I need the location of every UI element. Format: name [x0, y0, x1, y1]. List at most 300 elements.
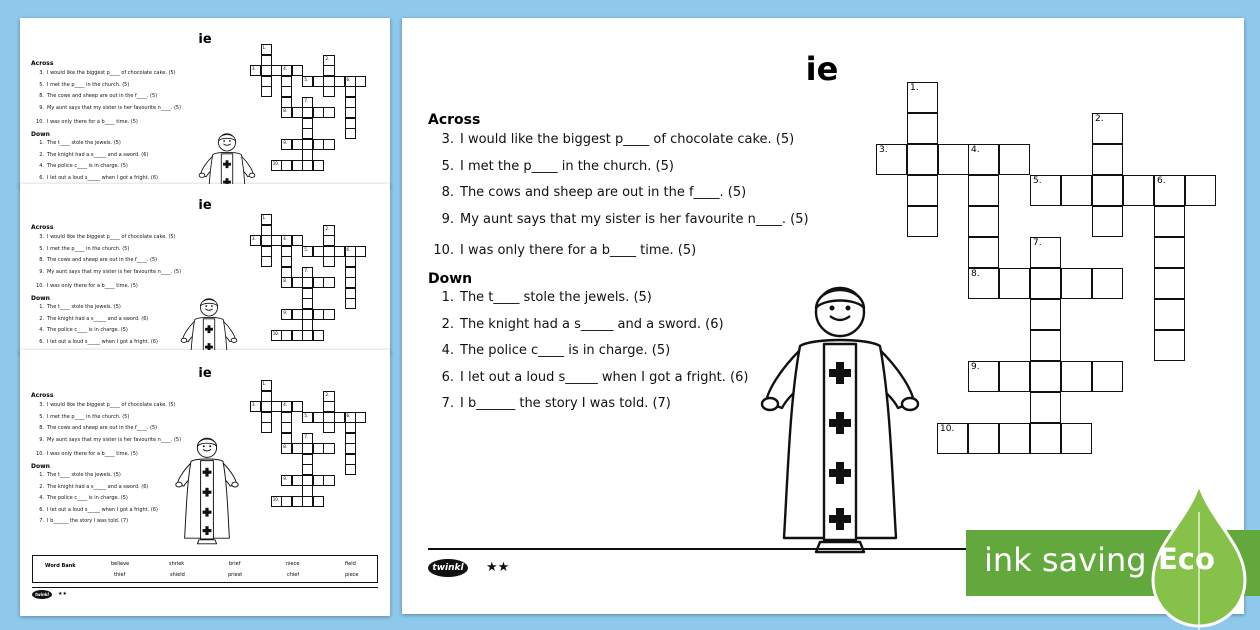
crossword-cell[interactable]: [345, 267, 356, 278]
crossword-cell[interactable]: [281, 160, 292, 171]
cell-number: 4.: [283, 402, 288, 408]
crossword-cell[interactable]: [323, 55, 334, 66]
crossword-cell[interactable]: [907, 113, 938, 144]
across-clue: [33, 402, 176, 408]
crossword-cell[interactable]: [345, 128, 356, 139]
crossword-cell[interactable]: [968, 268, 999, 299]
clue-number: 5.: [441, 158, 454, 174]
crossword-cell[interactable]: [281, 246, 292, 257]
crossword-cell[interactable]: [281, 97, 292, 108]
across-clue: [33, 105, 181, 111]
crossword-cell[interactable]: [302, 149, 313, 160]
crossword-cell[interactable]: [1030, 392, 1061, 423]
clue-number: 5.: [39, 245, 44, 252]
crossword-cell[interactable]: [968, 144, 999, 175]
crossword-cell[interactable]: [250, 401, 261, 412]
clue-text: The t____ stole the jewels. (5): [47, 304, 121, 310]
clue-text: I let out a loud s_____ when I got a fright. (6): [47, 174, 158, 181]
crossword-cell[interactable]: [271, 496, 282, 507]
crossword-cell[interactable]: [281, 309, 292, 320]
across-clue: [424, 243, 696, 258]
crossword-cell[interactable]: [1092, 113, 1123, 144]
crossword-cell[interactable]: [1154, 206, 1185, 237]
across-clue: [33, 425, 157, 431]
crossword-cell[interactable]: [302, 319, 313, 330]
twinkl-logo-icon: twinkl: [428, 559, 468, 577]
crossword-cell[interactable]: [302, 107, 313, 118]
crossword-cell[interactable]: [281, 139, 292, 150]
crossword-cell[interactable]: [1154, 268, 1185, 299]
crossword-cell[interactable]: [345, 246, 356, 257]
crossword-cell[interactable]: [345, 277, 356, 288]
across-heading: Across: [428, 112, 481, 128]
crossword-cell[interactable]: [261, 65, 272, 76]
crossword-cell[interactable]: [334, 76, 345, 87]
crossword-cell[interactable]: [302, 118, 313, 129]
crossword-cell[interactable]: [292, 139, 303, 150]
crossword-cell[interactable]: [292, 475, 303, 486]
crossword-cell[interactable]: [968, 361, 999, 392]
clue-text: The t____ stole the jewels. (5): [460, 290, 652, 305]
down-clue: [424, 290, 652, 305]
clue-number: 8.: [39, 425, 44, 432]
crossword-cell[interactable]: [323, 391, 334, 402]
crossword-cell[interactable]: [302, 433, 313, 444]
down-heading: Down: [31, 131, 50, 138]
clue-number: 6.: [39, 506, 44, 513]
crossword-cell[interactable]: [261, 225, 272, 236]
crossword-cell[interactable]: [281, 475, 292, 486]
crossword-cell[interactable]: [313, 309, 324, 320]
cell-number: 2.: [325, 391, 330, 397]
across-clue: [424, 159, 674, 174]
crossword-cell[interactable]: [323, 412, 334, 423]
crossword-cell[interactable]: [281, 256, 292, 267]
cell-number: 5.: [1033, 176, 1042, 186]
crossword-cell[interactable]: [302, 330, 313, 341]
crossword-cell[interactable]: [302, 485, 313, 496]
clue-text: I let out a loud s_____ when I got a fright. (6): [460, 369, 749, 385]
cell-number: 2.: [325, 225, 330, 231]
crossword-cell[interactable]: [1092, 268, 1123, 299]
crossword-cell[interactable]: [323, 401, 334, 412]
crossword-cell[interactable]: [302, 475, 313, 486]
cell-number: 6.: [346, 412, 351, 418]
crossword-cell[interactable]: [281, 76, 292, 87]
clue-number: 6.: [441, 369, 454, 385]
down-heading: Down: [31, 295, 50, 302]
clue-number: 3.: [39, 70, 44, 76]
crossword-cell[interactable]: [313, 246, 324, 257]
crossword-cell[interactable]: [261, 401, 272, 412]
down-clue: [33, 140, 121, 146]
crossword-cell[interactable]: [345, 97, 356, 108]
across-heading: Across: [31, 224, 54, 231]
crossword-cell[interactable]: [907, 175, 938, 206]
crossword-cell[interactable]: [292, 107, 303, 118]
across-clue: [33, 93, 157, 99]
crossword-cell[interactable]: [302, 443, 313, 454]
crossword-cell[interactable]: [334, 246, 345, 257]
crossword-cell[interactable]: [271, 160, 282, 171]
worksheet-main: [402, 18, 1244, 614]
crossword-cell[interactable]: [323, 277, 334, 288]
cell-number: 3.: [252, 402, 256, 408]
crossword-cell[interactable]: [323, 309, 334, 320]
down-clue: [33, 484, 148, 490]
cell-number: 10.: [272, 330, 280, 336]
crossword-cell[interactable]: [281, 267, 292, 278]
word-bank-label: Word Bank: [45, 563, 76, 569]
clue-text: I met the p____ in the church. (5): [47, 81, 130, 88]
clue-text: I was only there for a b____ time. (5): [47, 282, 138, 289]
clue-number: 10.: [36, 450, 44, 457]
crossword-cell[interactable]: [313, 443, 324, 454]
clue-text: The knight had a s_____ and a sword. (6): [47, 151, 149, 158]
crossword-cell[interactable]: [355, 76, 366, 87]
crossword-cell[interactable]: [302, 412, 313, 423]
crossword-cell[interactable]: [1061, 268, 1092, 299]
crossword-cell[interactable]: [281, 330, 292, 341]
crossword-cell[interactable]: [250, 235, 261, 246]
ink-saving-label: ink saving: [984, 541, 1147, 579]
crossword-cell[interactable]: [999, 361, 1030, 392]
clue-number: 10.: [36, 118, 44, 125]
crossword-cell[interactable]: [313, 330, 324, 341]
down-clue: [424, 370, 748, 385]
crossword-cell[interactable]: [302, 309, 313, 320]
clue-number: 3.: [39, 402, 44, 408]
crossword-cell[interactable]: [345, 107, 356, 118]
cell-number: 6.: [346, 246, 351, 252]
crossword-cell[interactable]: [292, 330, 303, 341]
crossword-cell[interactable]: [261, 380, 272, 391]
crossword-cell[interactable]: [281, 277, 292, 288]
word-bank-word: shriek: [169, 561, 185, 567]
crossword-cell[interactable]: [302, 298, 313, 309]
cell-number: 3.: [252, 236, 256, 242]
crossword-cell[interactable]: [345, 118, 356, 129]
crossword-cell[interactable]: [302, 464, 313, 475]
crossword-cell[interactable]: [355, 412, 366, 423]
crossword-cell[interactable]: [1154, 330, 1185, 361]
across-clue: [33, 246, 129, 252]
crossword-cell[interactable]: [345, 422, 356, 433]
clue-text: I met the p____ in the church. (5): [47, 413, 130, 420]
crossword-cell[interactable]: [313, 139, 324, 150]
across-clue: [424, 132, 794, 147]
crossword-cell[interactable]: [302, 139, 313, 150]
crossword-cell[interactable]: [907, 82, 938, 113]
crossword-cell[interactable]: [281, 422, 292, 433]
cell-number: 1.: [262, 381, 267, 386]
crossword-cell[interactable]: [281, 412, 292, 423]
crossword-cell[interactable]: [261, 44, 272, 55]
crossword-cell[interactable]: [302, 97, 313, 108]
crossword-cell[interactable]: [345, 464, 356, 475]
crossword-cell[interactable]: [302, 454, 313, 465]
crossword-cell[interactable]: [323, 443, 334, 454]
cell-number: 1.: [262, 215, 267, 220]
crossword-cell[interactable]: [876, 144, 907, 175]
down-clue: [33, 316, 148, 322]
word-bank-word: brief: [229, 561, 241, 567]
crossword-cell[interactable]: [281, 107, 292, 118]
down-clue: [424, 343, 670, 358]
clue-text: I b______ the story I was told. (7): [47, 518, 129, 525]
crossword-cell[interactable]: [261, 214, 272, 225]
crossword-cell[interactable]: [345, 443, 356, 454]
crossword-cell[interactable]: [313, 76, 324, 87]
crossword-cell[interactable]: [281, 433, 292, 444]
cell-number: 3.: [879, 145, 888, 155]
crossword-cell[interactable]: [323, 107, 334, 118]
cell-number: 4.: [971, 145, 980, 155]
crossword-cell[interactable]: [292, 235, 303, 246]
cell-number: 5.: [304, 76, 309, 82]
clue-number: 2.: [39, 151, 44, 158]
difficulty-stars: ★★: [58, 591, 67, 597]
across-clue: [33, 234, 176, 240]
footer-line: [428, 548, 968, 550]
crossword-cell[interactable]: [313, 160, 324, 171]
crossword-cell[interactable]: [1030, 330, 1061, 361]
crossword-cell[interactable]: [323, 86, 334, 97]
crossword-cell[interactable]: [1154, 175, 1185, 206]
crossword-cell[interactable]: [281, 86, 292, 97]
down-clue: [33, 507, 158, 513]
clue-number: 9.: [39, 436, 44, 443]
down-clue: [33, 175, 158, 181]
crossword-cell[interactable]: [292, 65, 303, 76]
crossword-cell[interactable]: [261, 86, 272, 97]
clue-number: 4.: [441, 343, 454, 358]
crossword-cell[interactable]: [323, 225, 334, 236]
crossword-cell[interactable]: [1154, 237, 1185, 268]
crossword-cell[interactable]: [968, 175, 999, 206]
crossword-cell[interactable]: [345, 433, 356, 444]
cell-number: 4.: [283, 236, 288, 242]
crossword-cell[interactable]: [261, 55, 272, 66]
crossword-cell[interactable]: [323, 76, 334, 87]
crossword-cell[interactable]: [313, 107, 324, 118]
crossword-cell[interactable]: [292, 401, 303, 412]
clue-number: 1.: [441, 290, 454, 305]
crossword-cell[interactable]: [937, 423, 968, 454]
crossword-cell[interactable]: [292, 496, 303, 507]
cell-number: 5.: [304, 246, 309, 252]
clue-text: I would like the biggest p____ of chocolate cake. (5): [460, 132, 795, 147]
word-bank-word: shield: [170, 572, 185, 578]
worksheet-preview-back: [20, 18, 390, 188]
clue-text: I met the p____ in the church. (5): [460, 158, 674, 174]
crossword-cell[interactable]: [355, 246, 366, 257]
crossword-cell[interactable]: [1092, 175, 1123, 206]
crossword-cell[interactable]: [323, 235, 334, 246]
clue-text: The police c____ is in charge. (5): [47, 163, 128, 170]
crossword-cell[interactable]: [1030, 237, 1061, 268]
crossword-cell[interactable]: [1030, 299, 1061, 330]
down-clue: [33, 339, 158, 345]
crossword-cell[interactable]: [1061, 361, 1092, 392]
crossword-cell[interactable]: [281, 235, 292, 246]
cell-number: 4.: [283, 66, 288, 72]
crossword-cell[interactable]: [1030, 268, 1061, 299]
clue-text: I met the p____ in the church. (5): [47, 245, 130, 252]
crossword-cell[interactable]: [250, 65, 261, 76]
crossword-cell[interactable]: [313, 475, 324, 486]
crossword-cell[interactable]: [302, 288, 313, 299]
crossword-cell[interactable]: [292, 277, 303, 288]
cell-number: 9.: [971, 362, 980, 372]
clue-text: I would like the biggest p____ of chocolate cake. (5): [47, 70, 176, 76]
crossword-cell[interactable]: [1030, 361, 1061, 392]
crossword-cell[interactable]: [1185, 175, 1216, 206]
crossword-cell[interactable]: [1092, 144, 1123, 175]
crossword-cell[interactable]: [968, 206, 999, 237]
clue-number: 6.: [39, 174, 44, 181]
crossword-cell[interactable]: [345, 412, 356, 423]
across-clue: [424, 185, 746, 200]
crossword-cell[interactable]: [345, 86, 356, 97]
clue-number: 2.: [39, 315, 44, 322]
across-clue: [33, 70, 176, 76]
crossword-cell[interactable]: [292, 160, 303, 171]
crossword-cell[interactable]: [323, 256, 334, 267]
crossword-cell[interactable]: [281, 443, 292, 454]
crossword-cell[interactable]: [968, 423, 999, 454]
crossword-cell[interactable]: [323, 139, 334, 150]
clue-text: The cows and sheep are out in the f____. (5): [47, 257, 158, 264]
crossword-cell[interactable]: [261, 256, 272, 267]
crossword-cell[interactable]: [1092, 361, 1123, 392]
crossword-cell[interactable]: [968, 237, 999, 268]
sheet-title: ie: [198, 198, 212, 213]
cell-number: 7.: [1033, 238, 1042, 248]
crossword-cell[interactable]: [302, 76, 313, 87]
clue-number: 9.: [441, 211, 454, 227]
crossword-cell[interactable]: [261, 76, 272, 87]
difficulty-stars: ★★: [486, 560, 510, 575]
crossword-cell[interactable]: [345, 298, 356, 309]
cell-number: 1.: [910, 83, 919, 93]
cell-number: 7.: [304, 267, 309, 273]
crossword-cell[interactable]: [261, 246, 272, 257]
crossword-cell[interactable]: [1030, 175, 1061, 206]
down-clue: [33, 495, 128, 501]
crossword-cell[interactable]: [1154, 299, 1185, 330]
clue-number: 4.: [39, 327, 44, 334]
clue-number: 4.: [39, 495, 44, 502]
cell-number: 10.: [272, 496, 280, 502]
crossword-cell[interactable]: [302, 267, 313, 278]
crossword-cell[interactable]: [281, 401, 292, 412]
down-heading: Down: [428, 271, 473, 287]
crossword-cell[interactable]: [313, 277, 324, 288]
clue-number: 1.: [39, 140, 44, 146]
crossword-cell[interactable]: [907, 206, 938, 237]
down-heading: Down: [31, 463, 50, 470]
down-clue: [33, 327, 128, 333]
across-clue: [424, 212, 809, 227]
crossword-cell[interactable]: [313, 412, 324, 423]
crossword-cell[interactable]: [261, 422, 272, 433]
clue-text: The cows and sheep are out in the f____. (5): [460, 185, 747, 200]
crossword-cell[interactable]: [302, 246, 313, 257]
clue-text: The knight had a s_____ and a sword. (6): [460, 316, 724, 332]
crossword-cell[interactable]: [999, 423, 1030, 454]
clue-text: The police c____ is in charge. (5): [47, 327, 128, 334]
crossword-cell[interactable]: [261, 412, 272, 423]
crossword-cell[interactable]: [323, 422, 334, 433]
crossword-cell[interactable]: [938, 144, 969, 175]
crossword-cell[interactable]: [302, 496, 313, 507]
clue-number: 9.: [39, 268, 44, 275]
crossword-cell[interactable]: [281, 65, 292, 76]
crossword-cell[interactable]: [302, 128, 313, 139]
down-clue: [33, 163, 128, 169]
crossword-cell[interactable]: [1061, 423, 1092, 454]
eco-label: Eco: [1158, 542, 1215, 576]
clue-text: I let out a loud s_____ when I got a fright. (6): [47, 506, 158, 513]
crossword-cell[interactable]: [1123, 175, 1154, 206]
cell-number: 8.: [971, 269, 980, 279]
clue-number: 2.: [39, 483, 44, 490]
crossword-cell[interactable]: [334, 412, 345, 423]
crossword-cell[interactable]: [323, 65, 334, 76]
crossword-cell[interactable]: [1092, 206, 1123, 237]
crossword-cell[interactable]: [345, 454, 356, 465]
crossword-cell[interactable]: [292, 443, 303, 454]
clue-number: 10.: [433, 243, 454, 259]
crossword-cell[interactable]: [302, 277, 313, 288]
clue-number: 2.: [441, 316, 454, 332]
crossword-cell[interactable]: [261, 391, 272, 402]
crossword-cell[interactable]: [345, 76, 356, 87]
crossword-cell[interactable]: [345, 288, 356, 299]
clue-number: 10.: [36, 282, 44, 289]
cell-number: 9.: [283, 309, 288, 315]
crossword-cell[interactable]: [261, 235, 272, 246]
crossword-cell[interactable]: [323, 475, 334, 486]
crossword-cell[interactable]: [1061, 175, 1092, 206]
crossword-cell[interactable]: [281, 496, 292, 507]
clue-number: 8.: [441, 185, 454, 200]
crossword-cell[interactable]: [292, 309, 303, 320]
crossword-cell[interactable]: [907, 144, 938, 175]
clue-text: I b______ the story I was told. (7): [460, 396, 671, 411]
cell-number: 3.: [252, 66, 256, 72]
clue-text: I would like the biggest p____ of chocolate cake. (5): [47, 234, 176, 240]
word-bank-word: niece: [286, 561, 300, 567]
crossword-cell[interactable]: [999, 268, 1030, 299]
priest-figure-illustration: [175, 435, 239, 547]
crossword-cell[interactable]: [302, 160, 313, 171]
crossword-cell[interactable]: [323, 246, 334, 257]
crossword-cell[interactable]: [313, 496, 324, 507]
down-clue: [33, 152, 148, 158]
across-clue: [33, 257, 157, 263]
crossword-cell[interactable]: [1030, 423, 1061, 454]
cell-number: 7.: [304, 433, 309, 439]
crossword-cell[interactable]: [345, 256, 356, 267]
cell-number: 9.: [283, 475, 288, 481]
crossword-cell[interactable]: [999, 144, 1030, 175]
sheet-title: ie: [805, 50, 839, 88]
cell-number: 1.: [262, 45, 267, 50]
clue-text: The knight had a s_____ and a sword. (6): [47, 483, 149, 490]
crossword-cell[interactable]: [271, 330, 282, 341]
